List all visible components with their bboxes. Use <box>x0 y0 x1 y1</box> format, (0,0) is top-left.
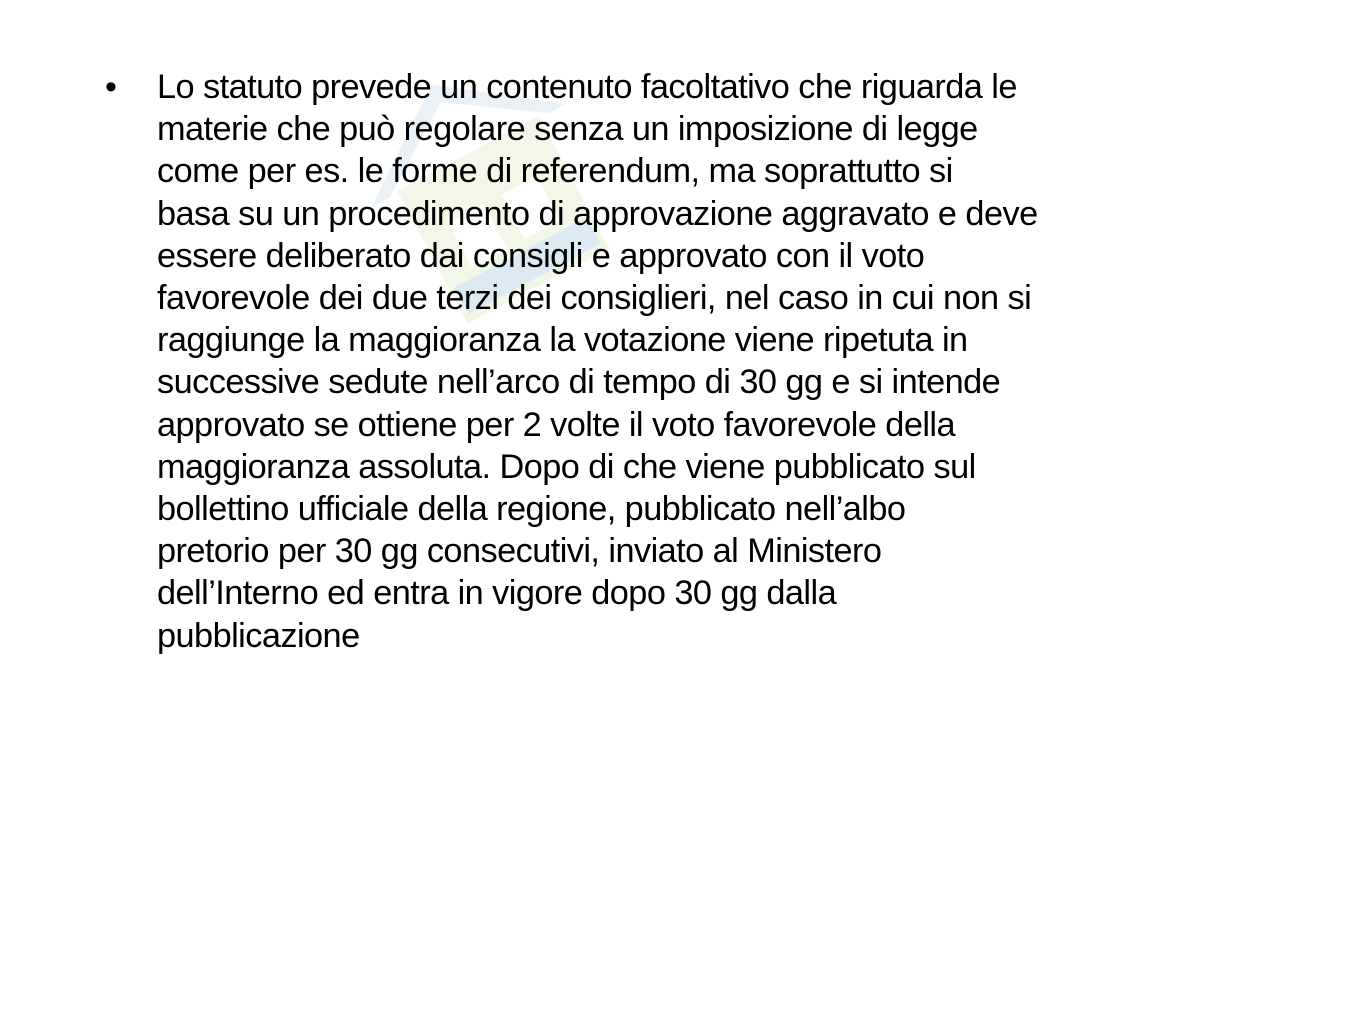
text-line: pubblicazione <box>157 616 360 655</box>
bullet-item <box>105 66 1245 657</box>
text-line: materie che può regolare senza un imposizione di legge <box>157 110 978 149</box>
bullet-text <box>157 66 1245 657</box>
text-line: essere deliberato dai consigli e approvato con il voto <box>157 236 925 275</box>
text-line: maggioranza assoluta. Dopo di che viene pubblicato sul <box>157 447 976 486</box>
text-line: Lo statuto prevede un contenuto facoltativo che riguarda le <box>157 68 1017 106</box>
text-line: pretorio per 30 gg consecutivi, inviato al Ministero <box>157 532 882 571</box>
text-line: approvato se ottiene per 2 volte il voto favorevole della <box>157 405 956 444</box>
bullet-list <box>105 66 1245 657</box>
text-line: dell’Interno ed entra in vigore dopo 30 gg dalla <box>157 574 837 613</box>
bullet-marker: • <box>105 68 117 106</box>
text-line: favorevole dei due terzi dei consiglieri, nel caso in cui non si <box>157 279 1032 318</box>
text-line: successive sedute nell’arco di tempo di 30 gg e si intende <box>157 363 1001 402</box>
text-line: basa su un procedimento di approvazione aggravato e deve <box>157 194 1038 233</box>
text-line: raggiunge la maggioranza la votazione viene ripetuta in <box>157 321 968 360</box>
text-line: bollettino ufficiale della regione, pubblicato nell’albo <box>157 490 906 529</box>
text-line: come per es. le forme di referendum, ma soprattutto si <box>157 152 953 191</box>
